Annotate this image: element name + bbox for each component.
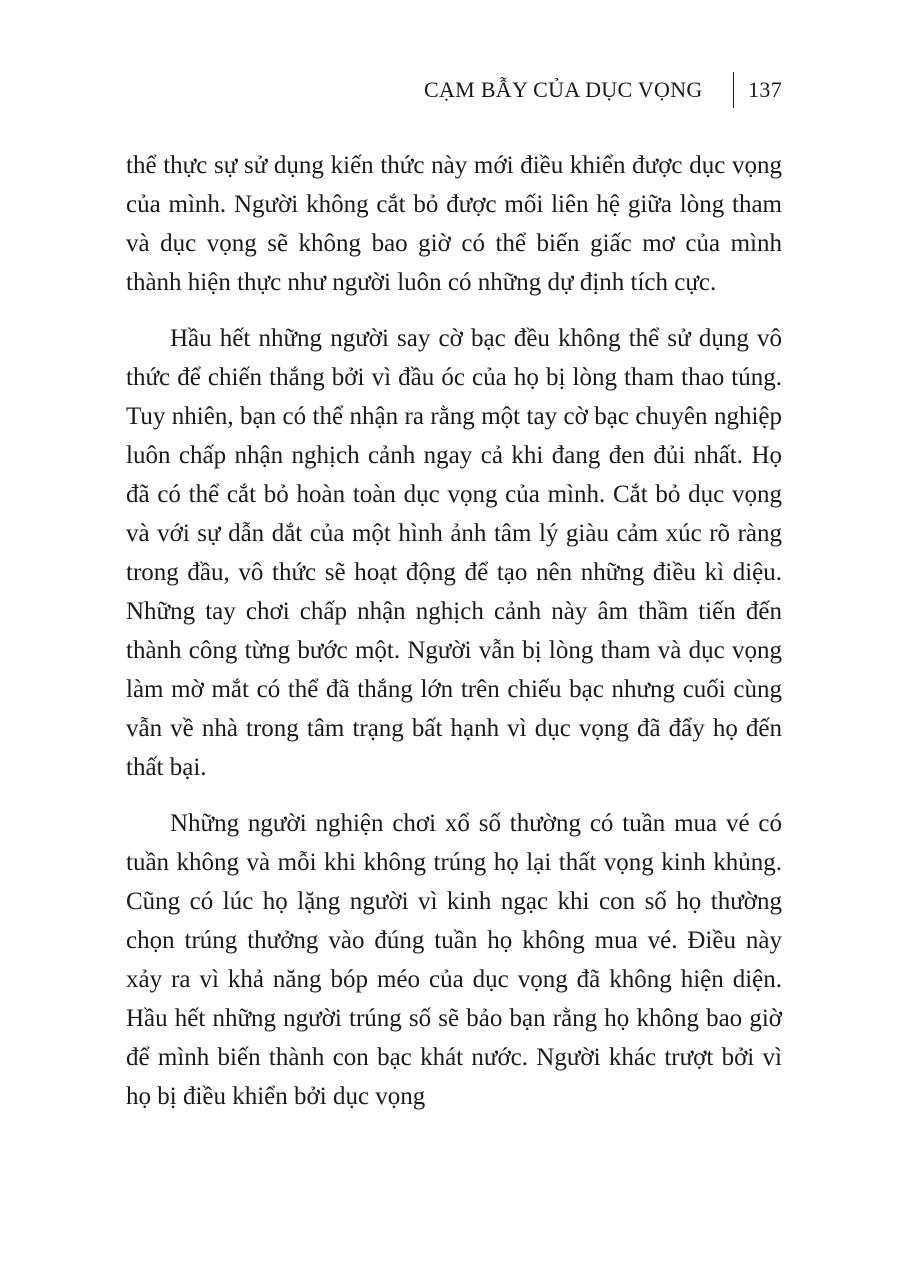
chapter-title: CẠM BẪY CỦA DỤC VỌNG — [424, 77, 703, 102]
paragraph-continued: thể thực sự sử dụng kiến thức này mới điều khiển được dục vọng của mình. Người không cắt bỏ được mối liên hệ giữa lòng tham và dục vọng sẽ không bao giờ có thể biến giấc mơ của mình thành hiện thực như người luôn có những dự định tích cực. — [126, 152, 782, 296]
page-number: 137 — [748, 77, 782, 102]
header-divider — [733, 72, 735, 108]
body-text — [126, 146, 782, 1116]
paragraph-gamblers: Hầu hết những người say cờ bạc đều không thể sử dụng vô thức để chiến thắng bởi vì đầu óc của họ bị lòng tham thao túng. Tuy nhiên, bạn có thể nhận ra rằng một tay cờ bạc chuyên nghiệp luôn chấp nhận nghịch cảnh ngay cả khi đang đen đủi nhất. Họ đã có thể cắt bỏ hoàn toàn dục vọng của mình. Cắt bỏ dục vọng và với sự dẫn dắt của một hình ảnh tâm lý giàu cảm xúc rõ ràng trong đầu, vô thức sẽ hoạt động để tạo nên những điều kì diệu. Những tay chơi chấp nhận nghịch cảnh này âm thầm tiến đến thành công từng bước một. Người vẫn bị lòng tham và dục vọng làm mờ mắt có thể đã thắng lớn trên chiếu bạc nhưng cuối cùng vẫn về nhà trong tâm trạng bất hạnh vì dục vọng đã đẩy họ đến thất bại. — [126, 325, 782, 781]
running-header — [424, 72, 782, 108]
paragraph-lottery: Những người nghiện chơi xổ số thường có tuần mua vé có tuần không và mỗi khi không trúng họ lại thất vọng kinh khủng. Cũng có lúc họ lặng người vì kinh ngạc khi con số họ thường chọn trúng thưởng vào đúng tuần họ không mua vé. Điều này xảy ra vì khả năng bóp méo của dục vọng đã không hiện diện. Hầu hết những người trúng số sẽ bảo bạn rằng họ không bao giờ để mình biến thành con bạc khát nước. Người khác trượt bởi vì họ bị điều khiển bởi dục vọng — [126, 810, 782, 1110]
